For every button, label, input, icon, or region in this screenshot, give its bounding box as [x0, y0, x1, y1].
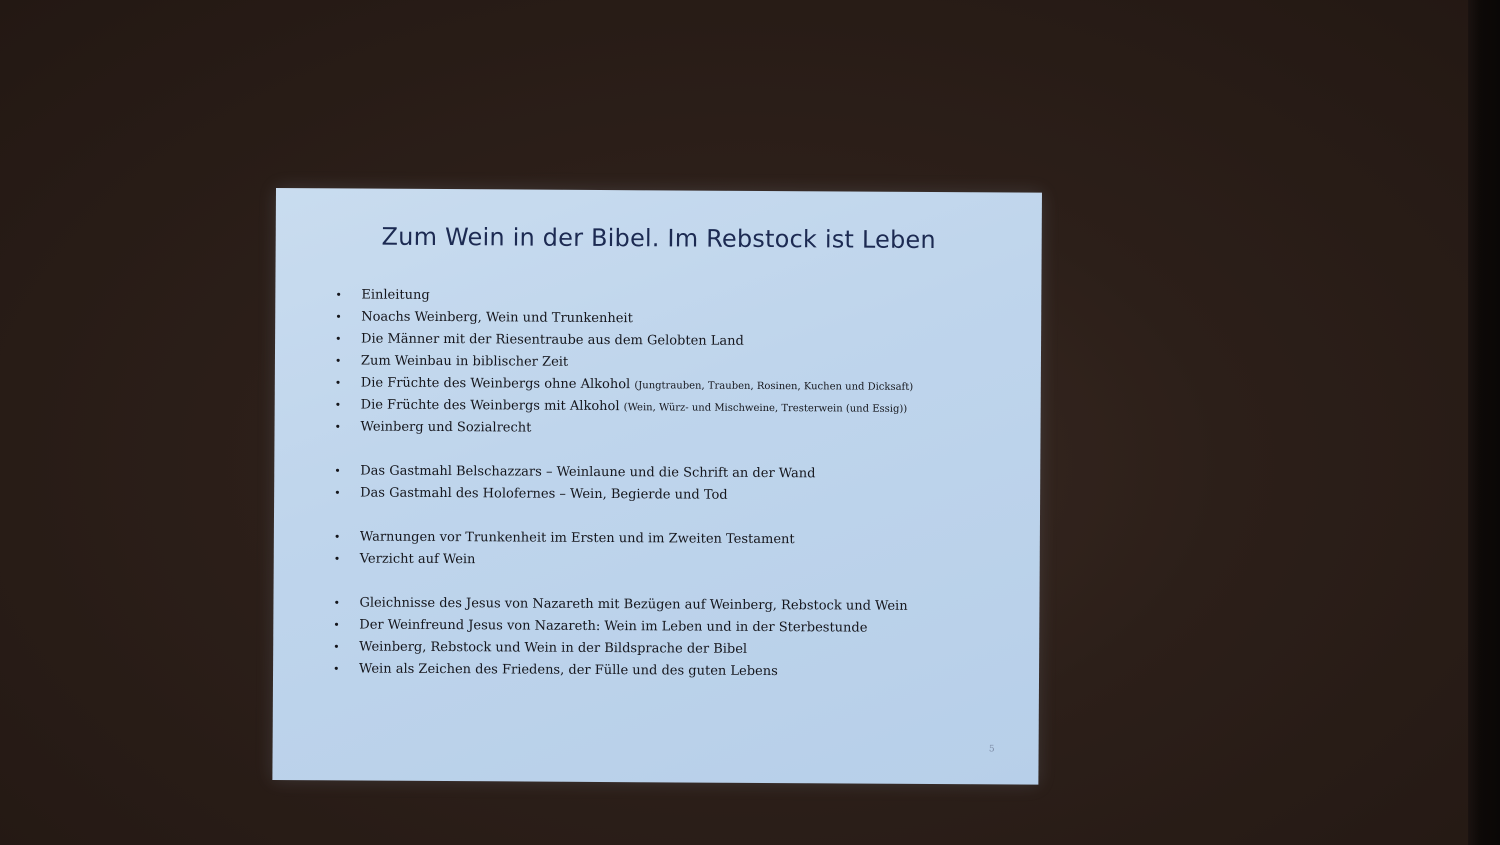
- bullet-text: Warnungen vor Trunkenheit im Ersten und im Zweiten Testament: [359, 529, 795, 548]
- bullet-dot-icon: •: [334, 420, 342, 434]
- screen-edge: [1468, 0, 1500, 845]
- bullet-text: Der Weinfreund Jesus von Nazareth: Wein im Leben und in der Sterbestunde: [359, 617, 868, 636]
- bullet-item: [334, 482, 913, 508]
- bullet-dot-icon: •: [333, 662, 340, 676]
- bullet-text: Die Männer mit der Riesentraube aus dem Gelobten Land: [361, 331, 744, 349]
- bullet-item: [334, 416, 913, 442]
- bullet-dot-icon: •: [333, 640, 340, 654]
- bullet-dot-icon: •: [335, 288, 342, 302]
- bullet-dot-icon: •: [333, 552, 341, 566]
- bullet-text: Die Früchte des Weinbergs ohne Alkohol: [360, 375, 631, 393]
- bullet-dot-icon: •: [334, 486, 341, 500]
- bullet-text: Die Früchte des Weinbergs mit Alkohol: [360, 397, 620, 415]
- bullet-dot-icon: •: [335, 310, 342, 324]
- bullet-text: Noachs Weinberg, Wein und Trunkenheit: [361, 309, 633, 327]
- bullet-dot-icon: •: [334, 398, 342, 412]
- bullet-dot-icon: •: [335, 332, 342, 346]
- bullet-text: Verzicht auf Wein: [359, 551, 476, 568]
- bullet-item: [333, 658, 912, 684]
- bullet-dot-icon: •: [333, 618, 340, 632]
- bullet-text: Einleitung: [361, 287, 430, 303]
- bullet-note: (Jungtrauben, Trauben, Rosinen, Kuchen und Dicksaft): [634, 380, 914, 393]
- bullet-text: Wein als Zeichen des Friedens, der Fülle und des guten Lebens: [359, 661, 778, 680]
- bullet-dot-icon: •: [334, 464, 341, 478]
- bullet-list: [333, 284, 914, 684]
- bullet-dot-icon: •: [333, 596, 341, 610]
- bullet-dot-icon: •: [334, 376, 342, 390]
- projected-slide: [272, 188, 1042, 785]
- slide-title: Zum Wein in der Bibel. Im Rebstock ist Leben: [381, 222, 936, 255]
- bullet-text: Weinberg und Sozialrecht: [360, 419, 532, 436]
- bullet-dot-icon: •: [333, 530, 341, 544]
- bullet-text: Das Gastmahl des Holofernes – Wein, Begierde und Tod: [360, 485, 728, 503]
- bullet-dot-icon: •: [334, 354, 342, 368]
- bullet-item: [334, 548, 913, 574]
- bullet-text: Weinberg, Rebstock und Wein in der Bildsprache der Bibel: [359, 639, 748, 657]
- bullet-text: Das Gastmahl Belschazzars – Weinlaune und die Schrift an der Wand: [360, 463, 816, 482]
- page-number: 5: [988, 744, 995, 755]
- bullet-text: Zum Weinbau in biblischer Zeit: [360, 353, 569, 370]
- bullet-text: Gleichnisse des Jesus von Nazareth mit Bezügen auf Weinberg, Rebstock und Wein: [359, 595, 908, 614]
- bullet-note: (Wein, Würz- und Mischweine, Tresterwein (und Essig)): [623, 402, 908, 415]
